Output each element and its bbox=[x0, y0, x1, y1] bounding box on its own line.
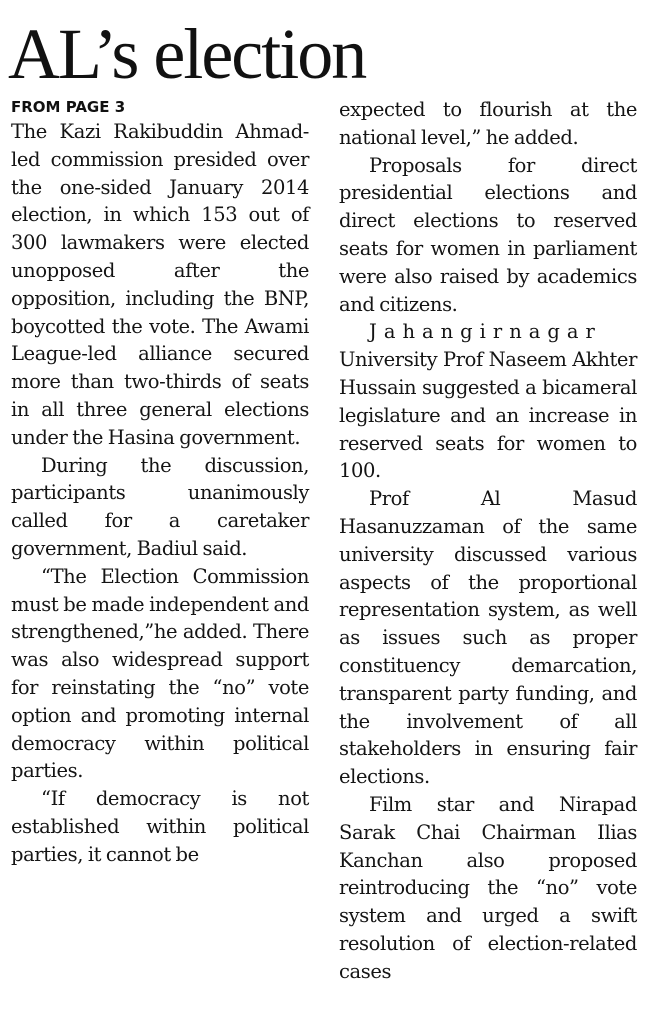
continuation-kicker: FROM PAGE 3 bbox=[11, 98, 126, 116]
paragraph-ec-independence: “The Election Commission must be made independent and strengthened,”he added. There was also widespread support for reinstating the “no” vote option and promoting internal democracy within political parties. bbox=[11, 564, 309, 783]
right-column bbox=[339, 96, 637, 986]
left-column bbox=[11, 96, 309, 869]
paragraph-party-democracy: “If democracy is not established within political parties, it cannot be bbox=[11, 787, 309, 866]
paragraph-jahangirnagar-lead: Jahangirnagar bbox=[369, 320, 602, 344]
paragraph-caretaker-call: During the discussion, participants unanimously called for a caretaker government, Badiul said. bbox=[11, 453, 309, 560]
paragraph-no-vote-proposal: Film star and Nirapad Sarak Chai Chairman Ilias Kanchan also proposed reintroducing the “no” vote system and urged a swift resolution of election-related cases bbox=[339, 792, 637, 983]
paragraph-proportional-representation: Prof Al Masud Hasanuzzaman of the same university discussed various aspects of the proportional representation system, as well as issues such as proper constituency demarcation, transparent party funding, and the involvement of all stakeholders in ensuring fair elections. bbox=[339, 487, 637, 789]
paragraph-continuation: expected to flourish at the national level,” he added. bbox=[339, 98, 637, 149]
paragraph-direct-elections: Proposals for direct presidential elections and direct elections to reserved seats for women in parliament were also raised by academics and citizens. bbox=[339, 153, 637, 316]
headline: AL’s election bbox=[8, 14, 366, 94]
paragraph-bicameral-proposal: University Prof Naseem Akhter Hussain suggested a bicameral legislature and an increase in reserved seats for women to 100. bbox=[339, 348, 637, 483]
paragraph-commission-history: The Kazi Rakibuddin Ahmad-led commission presided over the one-sided January 2014 election, in which 153 out of 300 lawmakers were elected unopposed after the opposition, including the BNP, boycotted the vote. The Awami League-led alliance secured more than two-thirds of seats in all three general elections under the Hasina government. bbox=[11, 120, 309, 449]
